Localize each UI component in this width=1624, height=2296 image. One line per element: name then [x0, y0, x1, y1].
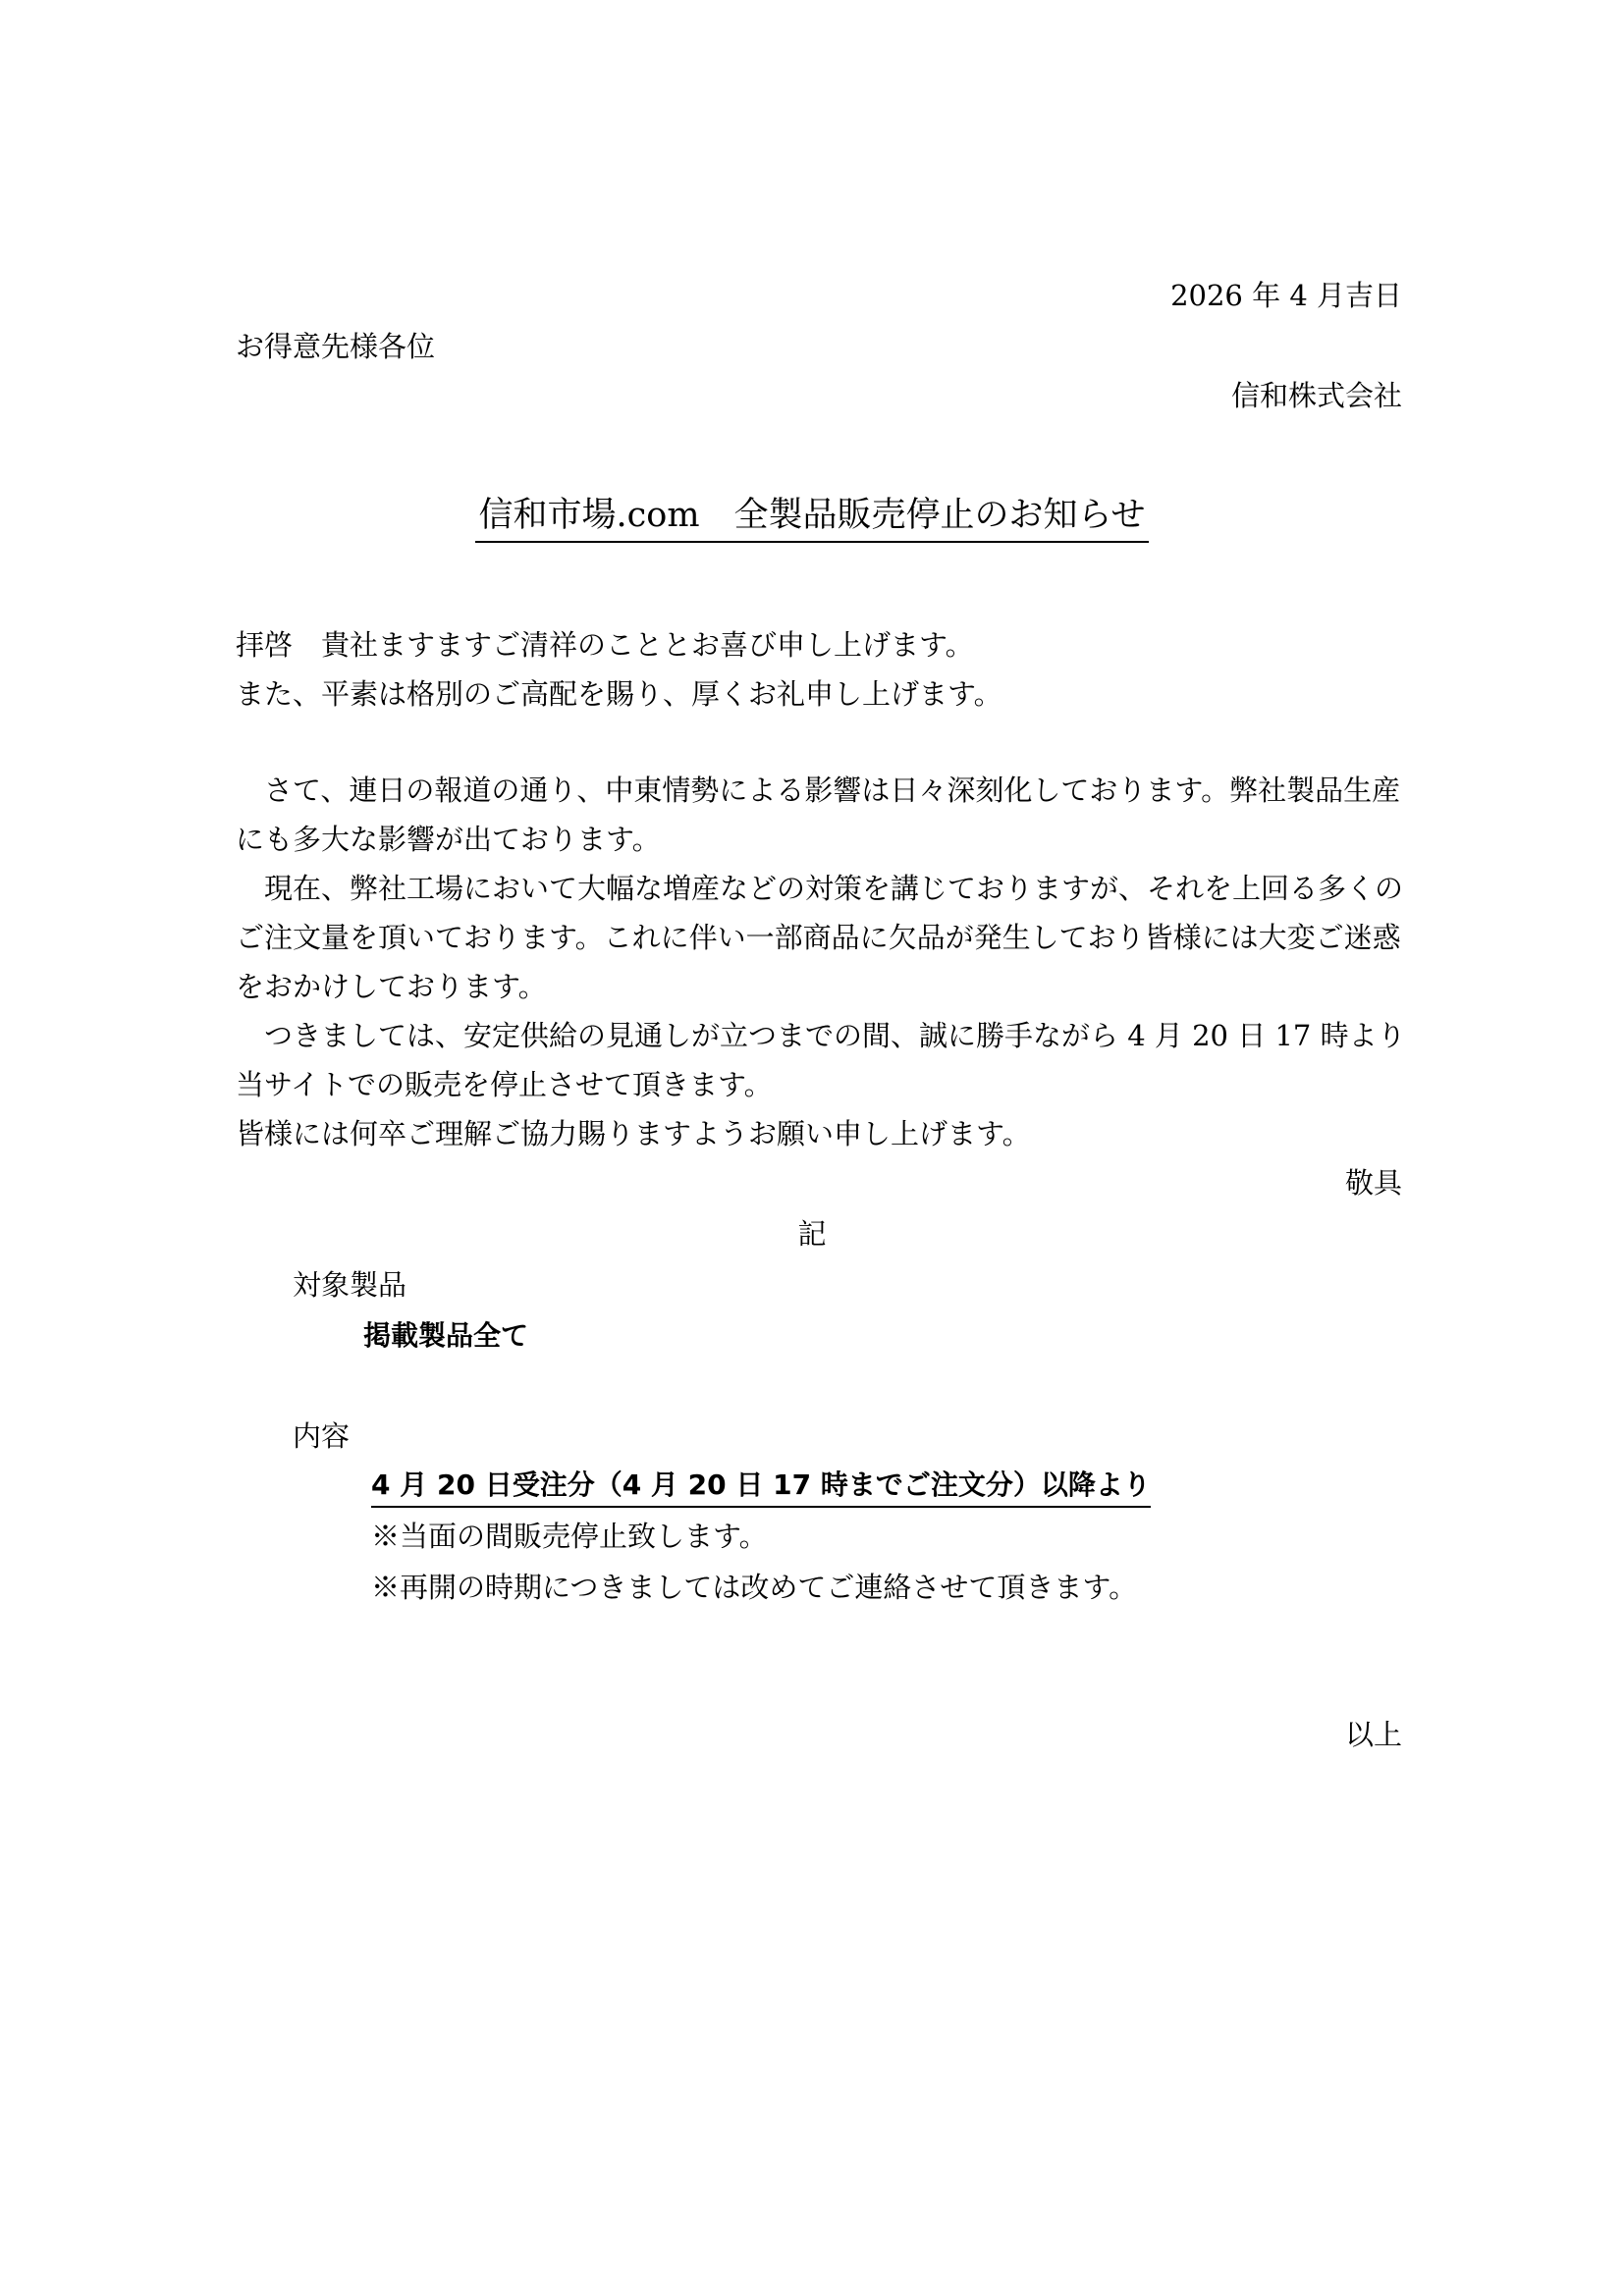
- paragraph-1-line-1: さて、連日の報道の通り、中東情勢による影響は日々深刻化しております。弊社製品生産: [236, 774, 1401, 807]
- note-1: ※当面の間販売停止致します。: [371, 1520, 768, 1553]
- document-title: 信和市場.com 全製品販売停止のお知らせ: [475, 495, 1150, 543]
- note-2: ※再開の時期につきましては改めてご連絡させて頂きます。: [371, 1571, 1138, 1604]
- paragraph-1-line-2: にも多大な影響が出ております。: [236, 823, 661, 856]
- content-label: 内容: [293, 1419, 351, 1453]
- paragraph-3-line-2: 当サイトでの販売を停止させて頂きます。: [236, 1068, 773, 1101]
- closing-ijo: 以上: [1344, 1718, 1402, 1751]
- letter-date: 2026 年 4 月吉日: [1170, 279, 1402, 312]
- target-products-label: 対象製品: [293, 1268, 407, 1302]
- sender: 信和株式会社: [1230, 379, 1402, 412]
- content-value: 4 月 20 日受注分（4 月 20 日 17 時までご注文分）以降より: [371, 1468, 1151, 1508]
- paragraph-2-line-1: 現在、弊社工場において大幅な増産などの対策を講じておりますが、それを上回る多くの: [236, 872, 1404, 905]
- paragraph-4: 皆様には何卒ご理解ご協力賜りますようお願い申し上げます。: [236, 1117, 1031, 1150]
- salutation-line-1: 拝啓 貴社ますますご清祥のこととお喜び申し上げます。: [236, 628, 974, 662]
- closing-keigu: 敬具: [1344, 1166, 1402, 1200]
- salutation-line-2: また、平素は格別のご高配を賜り、厚くお礼申し上げます。: [236, 677, 1002, 711]
- recipient: お得意先様各位: [236, 330, 436, 363]
- paragraph-2-line-3: をおかけしております。: [236, 970, 547, 1003]
- paragraph-3-line-1: つきましては、安定供給の見通しが立つまでの間、誠に勝手ながら 4 月 20 日 17 時より: [236, 1019, 1406, 1052]
- paragraph-2-line-2: ご注文量を頂いております。これに伴い一部商品に欠品が発生しており皆様には大変ご迷惑: [236, 921, 1401, 954]
- ki-heading: 記: [797, 1217, 827, 1251]
- content-value-container: [371, 1468, 1151, 1508]
- document-title-container: [0, 495, 1624, 543]
- target-products-value: 掲載製品全て: [363, 1319, 529, 1352]
